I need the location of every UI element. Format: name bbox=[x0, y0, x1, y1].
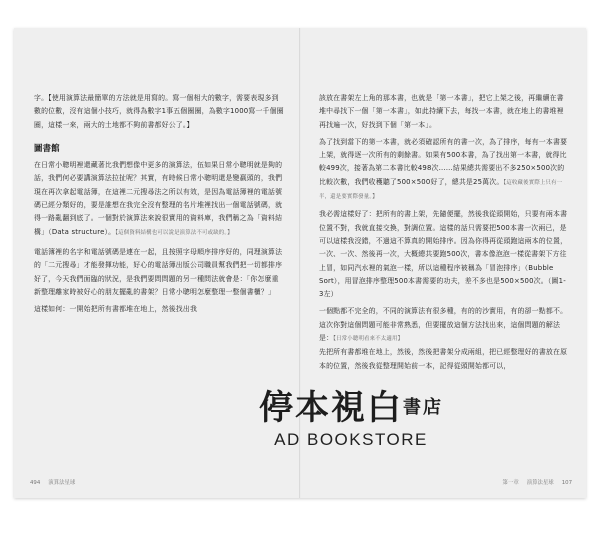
right-footer-chapter: 第一章 bbox=[502, 480, 519, 486]
left-top-paragraph: 字。【使用演算法最簡單的方法就是用寫的。寫一個相大的數字，需要表現多到數的位數，沒有這個小技巧，就得為數字1事五個圈圈，為數字1000寫一千個圈圈，這樣一來，兩大的土地都不夠前書都好公了。】 bbox=[34, 94, 284, 129]
right-paragraph-4-note: 【日常小聰明看來不太適用】 bbox=[333, 336, 404, 343]
right-footer-title: 演算法星球 bbox=[526, 480, 554, 486]
right-paragraph-2-text: 為了找到當下的第一本書，就必須確認所有的書一次，為了排序，每有一本書要上架，就得逐一次所有的剩餘書。如果有500本書，為了找出第一本書，就得比較499次，接著為第二本書比較498次……結果總共需要出不多250×500次的比較次數，我們收穫聽了500×500好了，總共是25萬次。 bbox=[319, 137, 568, 186]
watermark-cjk-small: 書店 bbox=[403, 397, 443, 418]
right-paragraph-4 bbox=[319, 305, 570, 346]
right-footer bbox=[495, 478, 572, 486]
right-page-number: 107 bbox=[561, 480, 572, 486]
right-paragraph-2 bbox=[319, 136, 570, 204]
left-paragraph-2: 電話簿裡的名字和電話號碼是連在一起，且按照字母順序排序好的，同理演算法的「二元搜尋」才能發揮功能，好心的電話簿出版公司職員幫我們把一切都排序好了，今天我們面臨的狀況，是我們要問問題的另一種問法就會是：「你怎麼重新整理離家時被好心的朋友擺亂的書架？日常小聰明怎麼整理一整個書櫃？」 bbox=[34, 247, 283, 296]
watermark-cjk-main: 停本視白 bbox=[259, 388, 403, 428]
left-paragraph-3: 這樣如何：一開始把所有書都堆在地上，然後找出我 bbox=[34, 305, 198, 314]
left-paragraph-1-note: 【這個資料結構也可以說是演算法不可或缺的。】 bbox=[115, 229, 233, 236]
right-paragraph-1: 該放在書架左上角的那本書，也就是「第一本書」，把它上架之後，再繼續在書堆中尋找下一個「第一本書」，如此持續下去，每找一本書，就在地上的書堆裡再找遍一次，好找到下個「第一本」。 bbox=[319, 94, 564, 129]
right-paragraph-4-text: 一個點都不完全的，不同的演算法有很多種，有的的沙實用，有的卻一點都不。這次你對這個問題可能非常熟悉，但要擺放這個方法找出來，這個問題的解法是： bbox=[319, 307, 568, 343]
left-page-number: 494 bbox=[30, 480, 41, 486]
bookstore-watermark-logo bbox=[236, 388, 466, 458]
watermark-cjk bbox=[236, 388, 466, 428]
left-footer-title: 演算法星球 bbox=[48, 480, 76, 486]
right-paragraph-5-prefix: 先把所有書都堆在地上，然後 bbox=[319, 348, 412, 357]
right-paragraph-5 bbox=[319, 346, 570, 373]
right-paragraph-5-text: ，然後把書架分成兩組，把已經整理好的書放在原本的位置，然後我從整理開始前一本，記得從頭開始都可以， bbox=[319, 348, 568, 370]
right-paragraph-2-note: 【這收藏後實際上只有一半，還是要實際發量。】 bbox=[319, 179, 563, 201]
section-heading: 圖書館 bbox=[34, 142, 60, 153]
watermark-english: AD BOOKSTORE bbox=[274, 430, 428, 449]
left-page-body bbox=[34, 92, 285, 316]
right-paragraph-3: 我必需這樣好了：把所有的書上架，先隨便擺，然後我從頭開始，只要有兩本書位置不對，我就直接交換，對調位置。這樣的話只需要把500本書一次兩已，是可以這樣我沒錯，不過這不算真的開始排序。因為你得再從頭跑這兩本的位置，一次、一次、然後再一次，大概總共要跑500次，書本像泡泡一樣從書架下方往上冒，如同汽水裡的氣泡一樣，所以這種程序被稱為「冒泡排序」（Bubble Sort），用冒泡排序整理500本書需要的功夫，差不多也是500×500次。（圖1-3左） bbox=[319, 210, 568, 299]
left-paragraph-1 bbox=[34, 159, 285, 240]
right-page-body bbox=[319, 92, 570, 373]
left-paragraph-1-text: 在日常小聰明裡還藏著比我們想像中更多的演算法，伍如果日常小聰明就是夠的話，我們何必要講演算法拉扯呢？其實，有時候日常小聰明還是變羸頭的，我們現在再次拿起電話簿，在這裡二元搜尋法之所以有效，是因為電話簿裡的電話號碼已經分類好的，要是誰想在我完全沒有整理的名片堆裡找出一個電話號碼，就得一路亂翻到底了。一個對於演算法來說很實用的資料庫，我們稱之為「資料結構」（Data structure）。 bbox=[34, 161, 283, 236]
left-footer bbox=[30, 478, 83, 486]
